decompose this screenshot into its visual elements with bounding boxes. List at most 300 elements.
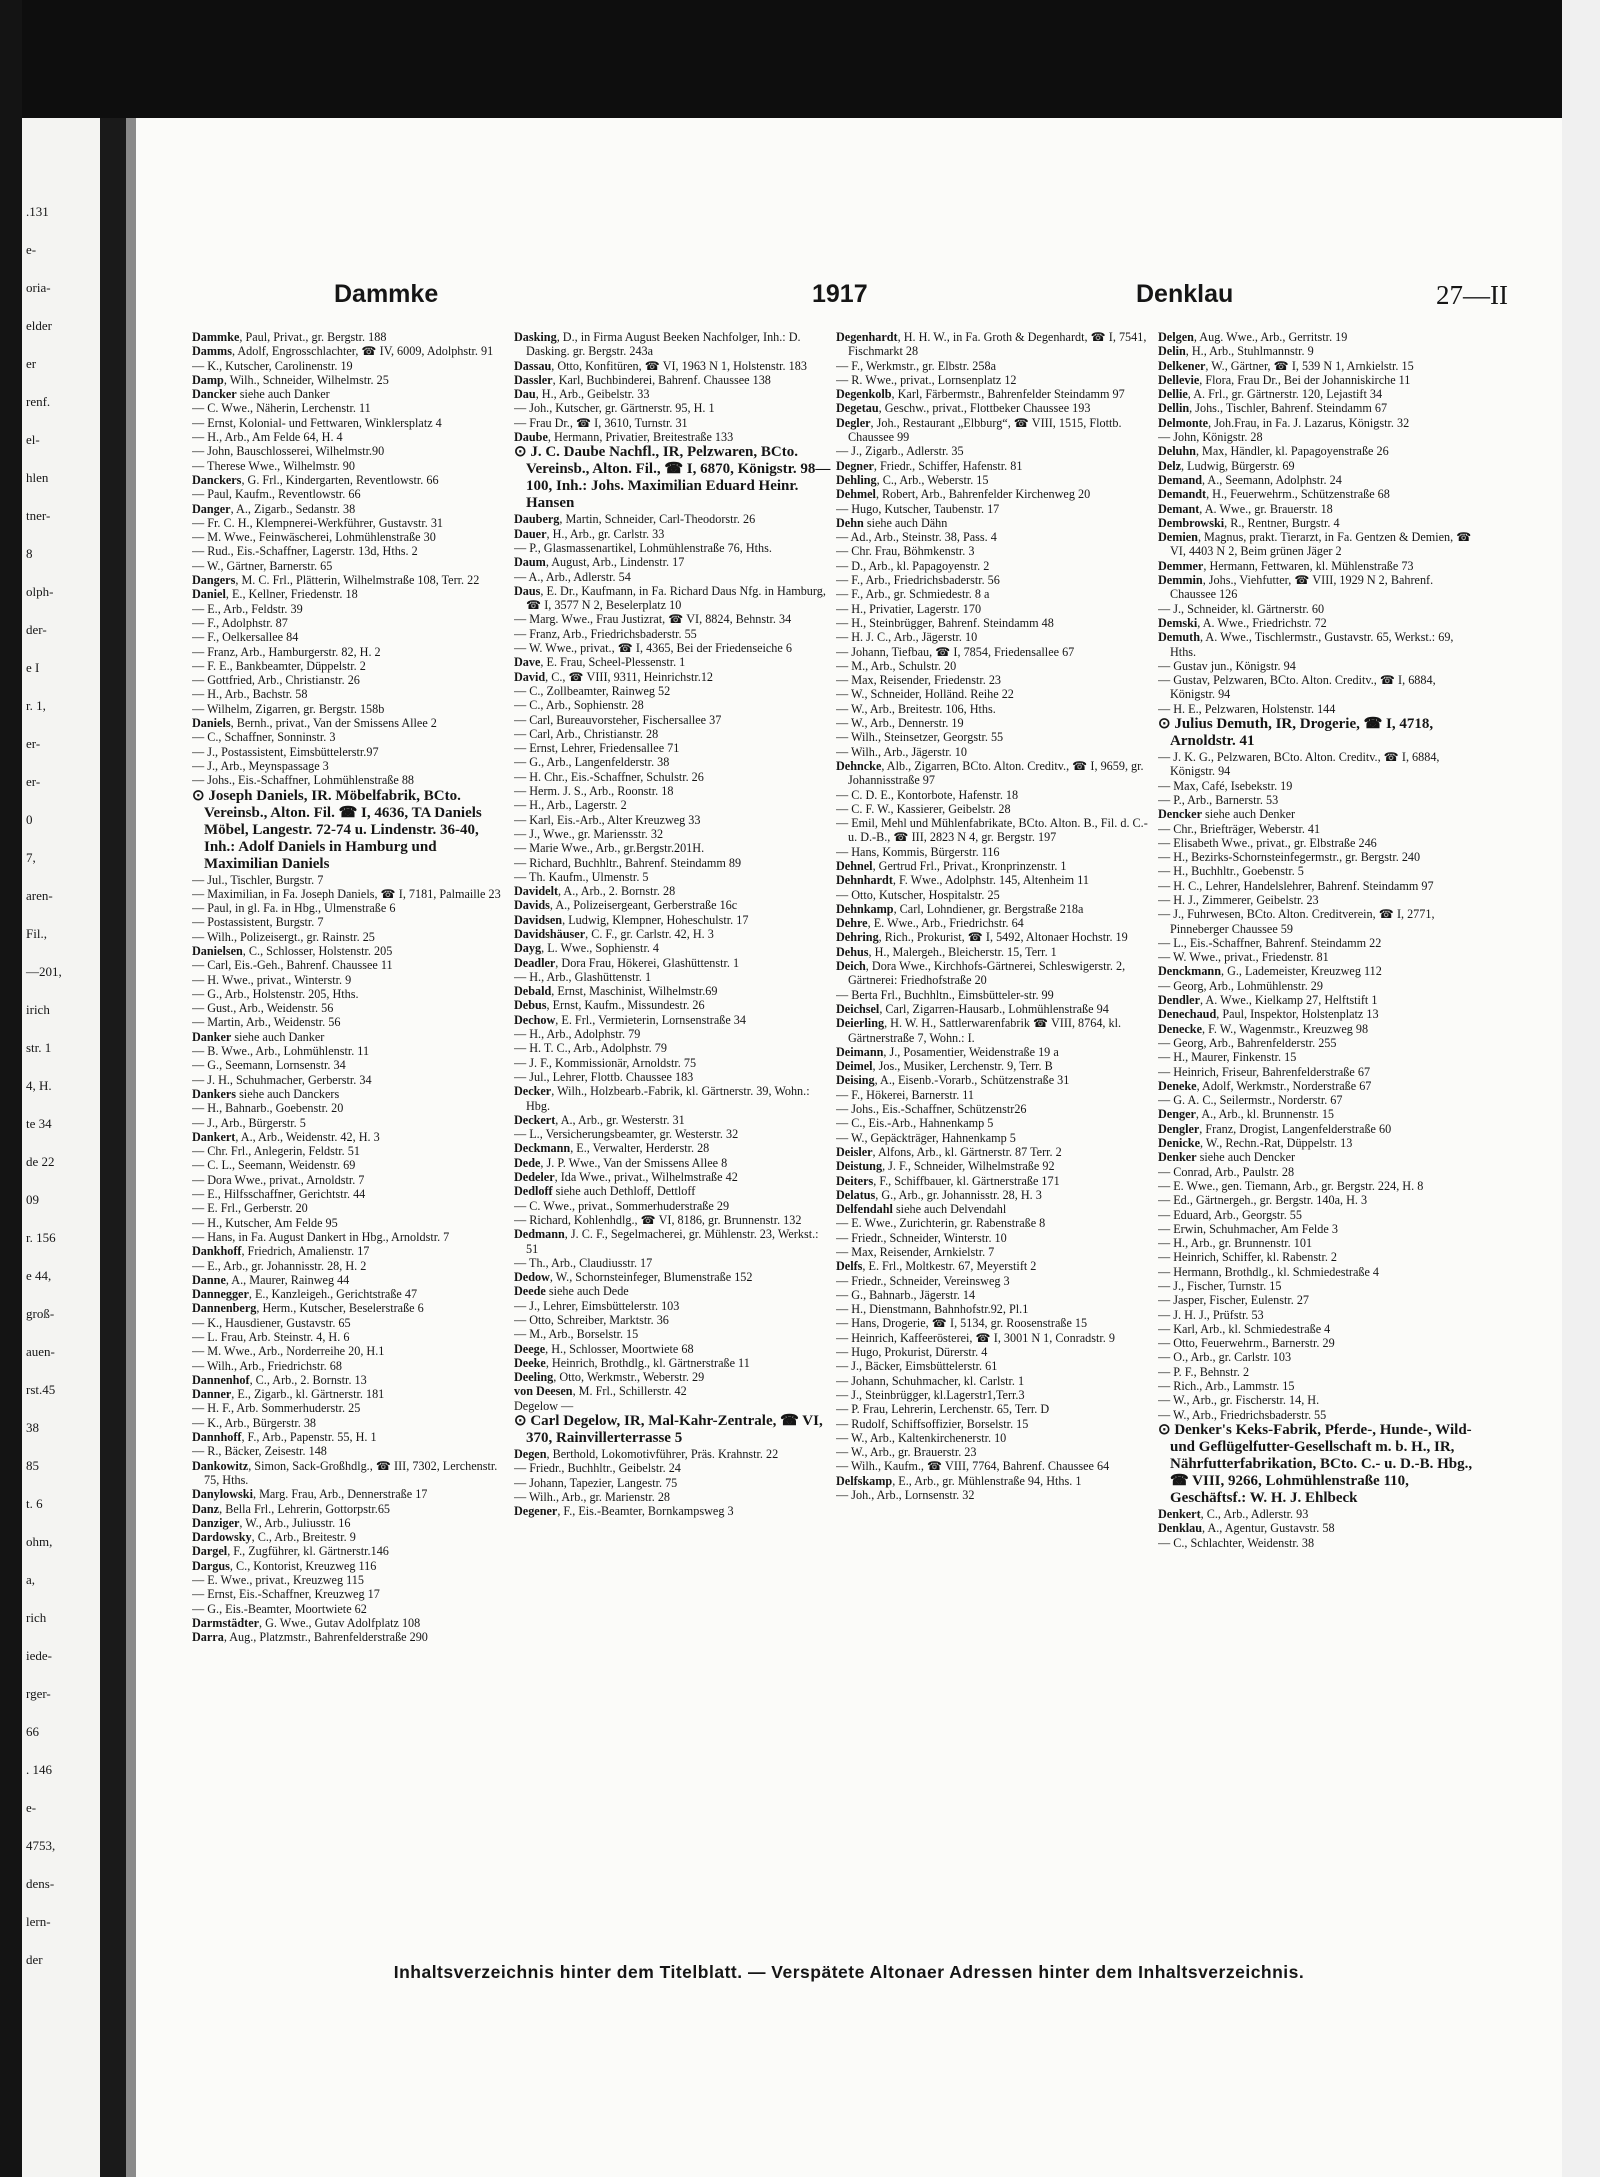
previous-page-fragment: a, [26, 1572, 36, 1587]
directory-entry: Dardowsky, C., Arb., Breitestr. 9 [192, 1530, 356, 1545]
directory-entry: — L., Versicherungsbeamter, gr. Westerstr. 32 [514, 1127, 739, 1142]
directory-entry: — E., Hilfsschaffner, Gerichtstr. 44 [192, 1187, 366, 1202]
directory-entry: — R. Wwe., privat., Lornsenplatz 12 [836, 372, 1017, 387]
directory-entry: — H. J. C., Arb., Jägerstr. 10 [836, 630, 978, 645]
directory-entry: — Ad., Arb., Steinstr. 38, Pass. 4 [836, 530, 997, 545]
directory-entry: — Hugo, Prokurist, Dürerstr. 4 [836, 1345, 988, 1360]
directory-entry: Danylowski, Marg. Frau, Arb., Dennerstraße 17 [192, 1487, 428, 1502]
directory-entry: — H. E., Pelzwaren, Holstenstr. 144 [1158, 701, 1336, 716]
directory-entry: — Georg, Arb., Lohmühlenstr. 29 [1158, 978, 1323, 993]
directory-entry: — C., Schaffner, Sonninstr. 3 [192, 730, 336, 745]
directory-entry: — P. Frau, Lehrerin, Lerchenstr. 65, Terr. D [836, 1402, 1050, 1417]
directory-entry: — C. F. W., Kassierer, Geibelstr. 28 [836, 801, 1011, 816]
directory-entry: Delgen, Aug. Wwe., Arb., Gerritstr. 19 [1158, 330, 1348, 344]
directory-entry: Demand, A., Seemann, Adolphstr. 24 [1158, 472, 1342, 487]
directory-entry: Dannhoff, F., Arb., Papenstr. 55, H. 1 [192, 1430, 377, 1445]
directory-entry: Dellin, Johs., Tischler, Bahrenf. Steindamm 67 [1158, 401, 1388, 416]
directory-entry: — John, Bauschlosserei, Wilhelmstr.90 [192, 444, 385, 459]
directory-entry: — H., Bezirks-Schornsteinfegermstr., gr. Bergstr. 240 [1158, 850, 1421, 865]
directory-entry: Dargus, C., Kontorist, Kreuzweg 116 [192, 1558, 377, 1573]
directory-entry: Dellevie, Flora, Frau Dr., Bei der Johanniskirche 11 [1158, 372, 1411, 387]
directory-entry: Dechow, E. Frl., Vermieterin, Lornsenstraße 34 [514, 1012, 746, 1027]
directory-entry: — Marie Wwe., Arb., gr.Bergstr.201H. [514, 841, 705, 856]
directory-entry: — Franz, Arb., Friedrichsbaderstr. 55 [514, 626, 697, 641]
directory-entry: Dayg, L. Wwe., Sophienstr. 4 [514, 941, 660, 956]
directory-entry: — H. C., Lehrer, Handelslehrer, Bahrenf. Steindamm 97 [1158, 878, 1434, 893]
directory-entry: Deimann, J., Posamentier, Weidenstraße 19 a [836, 1044, 1059, 1059]
directory-entry: — W., Arb., Breitestr. 106, Hths. [836, 701, 996, 716]
directory-entry: Davidsen, Ludwig, Klempner, Hoheschulstr. 17 [514, 912, 749, 927]
directory-entry: — M. Wwe., Feinwäscherei, Lohmühlenstraße 30 [192, 530, 436, 545]
directory-entry: — H., Buchhltr., Goebenstr. 5 [1158, 864, 1304, 879]
directory-entry: Daube, Hermann, Privatier, Breitestraße 133 [514, 430, 734, 445]
directory-entry: — Hugo, Kutscher, Taubenstr. 17 [836, 501, 1000, 516]
directory-entry: — Chr. Frau, Böhmkenstr. 3 [836, 544, 975, 559]
directory-entry: — Maximilian, in Fa. Joseph Daniels, ☎ I, 7181, Palmaille 23 [192, 886, 501, 901]
directory-entry: Delin, H., Arb., Stuhlmannstr. 9 [1158, 344, 1314, 359]
previous-page-fragment: er- [26, 736, 41, 751]
directory-entry: — Jasper, Fischer, Eulenstr. 27 [1158, 1293, 1310, 1308]
directory-entry: Darmstädter, G. Wwe., Gutav Adolfplatz 108 [192, 1615, 421, 1630]
directory-entry: — Carl, Bureauvorsteher, Fischersallee 37 [514, 712, 722, 727]
directory-entry: Dehnel, Gertrud Frl., Privat., Kronprinzenstr. 1 [836, 858, 1067, 873]
directory-entry: — E. Frl., Gerberstr. 20 [192, 1201, 308, 1216]
directory-entry: — E. Wwe., privat., Kreuzweg 115 [192, 1573, 364, 1588]
directory-entry: Denklau, A., Agentur, Gustavstr. 58 [1158, 1521, 1335, 1536]
directory-entry: — A., Arb., Adlerstr. 54 [514, 569, 631, 584]
directory-entry: — Heinrich, Kaffeerösterei, ☎ I, 3001 N 1, Conradstr. 9 [836, 1330, 1115, 1345]
directory-entry: — C., Schlachter, Weidenstr. 38 [1158, 1535, 1315, 1550]
previous-page-fragment: hlen [26, 470, 49, 485]
directory-entry: — Chr. Frl., Anlegerin, Feldstr. 51 [192, 1144, 360, 1159]
directory-entry: Degenhardt, H. H. W., in Fa. Groth & Degenhardt, ☎ I, 7541, Fischmarkt 28 [836, 330, 1147, 359]
directory-entry: Dehre, E. Wwe., Arb., Friedrichstr. 64 [836, 916, 1024, 931]
directory-entry: — Herm. J. S., Arb., Roonstr. 18 [514, 784, 674, 799]
directory-entry: Dehus, H., Malergeh., Bleicherstr. 15, Terr. 1 [836, 944, 1057, 959]
directory-entry: — F., Werkmstr., gr. Elbstr. 258a [836, 358, 996, 373]
directory-entry: — F., Hökerei, Barnerstr. 11 [836, 1087, 975, 1102]
previous-page-fragment: 09 [26, 1192, 39, 1207]
directory-entry: — Karl, Arb., kl. Schmiedestraße 4 [1158, 1321, 1331, 1336]
directory-entry: — C., Eis.-Arb., Hahnenkamp 5 [836, 1116, 994, 1131]
directory-entry: — K., Hausdiener, Gustavstr. 65 [192, 1315, 351, 1330]
column-1 [192, 330, 510, 2080]
running-head-right: Denklau [1136, 280, 1234, 308]
previous-page-fragment: el- [26, 432, 40, 447]
directory-entry: — Wilhelm, Zigarren, gr. Bergstr. 158b [192, 701, 385, 716]
directory-entry: Dede, J. P. Wwe., Van der Smissens Allee 8 [514, 1155, 728, 1170]
directory-entry: Daus, E. Dr., Kaufmann, in Fa. Richard Daus Nfg. in Hamburg, ☎ I, 3577 N 2, Beselerplatz 10 [514, 583, 826, 613]
footer-notice: Inhaltsverzeichnis hinter dem Titelblatt. — Verspätete Altonaer Adressen hinter dem Inhaltsverzeichnis. [393, 1962, 1305, 1982]
previous-page-fragment: auen- [26, 1344, 55, 1359]
directory-entry: ⊙ Joseph Daniels, IR. Möbelfabrik, BCto. Vereinsb., Alton. Fil. ☎ I, 4636, TA Daniels Möbel, Langestr. 72-74 u. Lindenstr. 36-40, Inh.: Adolf Daniels in Hamburg und Maximilian Daniels [192, 787, 482, 872]
previous-page-fragment: groß- [26, 1306, 55, 1321]
scan-border-right [1562, 0, 1600, 2177]
directory-entry: — J. H. J., Prüfstr. 53 [1158, 1307, 1264, 1322]
directory-entry: — Rudolf, Schiffsoffizier, Borselstr. 15 [836, 1416, 1029, 1431]
directory-entry: Deising, A., Eisenb.-Vorarb., Schützenstraße 31 [836, 1073, 1070, 1088]
directory-entry: — Georg, Arb., Bahrenfelderstr. 255 [1158, 1035, 1337, 1050]
directory-entry: ⊙ J. C. Daube Nachfl., IR, Pelzwaren, BCto. Vereinsb., Alton. Fil., ☎ I, 6870, Königstr. 98—100, Inh.: Johs. Maximilian Eduard Heinr. Hansen [514, 444, 831, 512]
directory-entry: — John, Königstr. 28 [1158, 430, 1263, 445]
directory-entry: — E., Arb., Feldstr. 39 [192, 601, 303, 616]
directory-entry: Denecke, F. W., Wagenmstr., Kreuzweg 98 [1158, 1021, 1369, 1036]
directory-entry: — G., Arb., Langenfelderstr. 38 [514, 755, 670, 770]
directory-entry: Danger, A., Zigarb., Sedanstr. 38 [192, 501, 356, 516]
directory-entry: Degen, Berthold, Lokomotivführer, Präs. Krahnstr. 22 [514, 1447, 779, 1462]
directory-entry: — Postassistent, Burgstr. 7 [192, 915, 324, 930]
directory-entry: Dedow, W., Schornsteinfeger, Blumenstraße 152 [514, 1270, 753, 1285]
directory-entry: Daum, August, Arb., Lindenstr. 17 [514, 555, 685, 570]
directory-entry: Dannenhof, C., Arb., 2. Bornstr. 13 [192, 1372, 367, 1387]
directory-entry: Denger, A., Arb., kl. Brunnenstr. 15 [1158, 1107, 1335, 1122]
directory-entry: Deich, Dora Wwe., Kirchhofs-Gärtnerei, Schleswigerstr. 2, Gärtnerei: Friedhofstraße 20 [836, 959, 1126, 988]
directory-entry: — P., Arb., Barnerstr. 53 [1158, 792, 1279, 807]
directory-entry: — Ed., Gärtnergeh., gr. Bergstr. 140a, H. 3 [1158, 1193, 1368, 1208]
previous-page-fragment: dens- [26, 1876, 55, 1891]
directory-entry: — P., Glasmassenartikel, Lohmühlenstraße 76, Hths. [514, 540, 772, 555]
directory-entry: — Erwin, Schuhmacher, Am Felde 3 [1158, 1221, 1338, 1236]
directory-entry: Deege, H., Schlosser, Moortwiete 68 [514, 1341, 694, 1356]
directory-entry: Debald, Ernst, Maschinist, Wilhelmstr.69 [514, 984, 718, 999]
directory-entry: — Eduard, Arb., Georgstr. 55 [1158, 1207, 1302, 1222]
directory-entry: Dannenberg, Herm., Kutscher, Beselerstraße 6 [192, 1301, 424, 1316]
directory-entry: — J., Wwe., gr. Mariensstr. 32 [514, 826, 664, 841]
directory-entry: Daniel, E., Kellner, Friedenstr. 18 [192, 587, 358, 602]
directory-entry: Dankert, A., Arb., Weidenstr. 42, H. 3 [192, 1129, 380, 1144]
directory-entry: — Elisabeth Wwe., privat., gr. Elbstraße 246 [1158, 835, 1377, 850]
directory-entry: — H., Arb., Lagerstr. 2 [514, 798, 627, 813]
directory-entry: Deluhn, Max, Händler, kl. Papagoyenstraße 26 [1158, 444, 1389, 459]
directory-entry: Dasking, D., in Firma August Beeken Nachfolger, Inh.: D. Dasking. gr. Bergstr. 243a [514, 330, 801, 359]
directory-entry: — Emil, Mehl und Mühlenfabrikate, BCto. Alton. B., Fil. d. C.- u. D.-B., ☎ III, 2823 N 4, gr. Bergstr. 197 [836, 816, 1148, 845]
directory-entry: Degner, Friedr., Schiffer, Hafenstr. 81 [836, 458, 1023, 473]
previous-page-fragment: lern- [26, 1914, 51, 1929]
directory-entry: — Max, Reisender, Friedenstr. 23 [836, 673, 1002, 688]
directory-entry: — Ernst, Eis.-Schaffner, Kreuzweg 17 [192, 1587, 380, 1602]
directory-entry: — F., Adolphstr. 87 [192, 615, 288, 630]
directory-entry: — J., Schneider, kl. Gärtnerstr. 60 [1158, 601, 1325, 616]
scan-border-left [0, 0, 22, 2177]
directory-entry: — Rud., Eis.-Schaffner, Lagerstr. 13d, Hths. 2 [192, 544, 418, 559]
directory-entry: — H., Arb., Am Felde 64, H. 4 [192, 430, 343, 445]
previous-page-fragment: r. 1, [26, 698, 46, 713]
directory-entry: — H., Maurer, Finkenstr. 15 [1158, 1050, 1297, 1065]
directory-entry: Demuth, A. Wwe., Tischlermstr., Gustavstr. 65, Werkst.: 69, Hths. [1158, 630, 1454, 659]
directory-entry: — J., Postassistent, Eimsbüttelerstr.97 [192, 744, 379, 759]
directory-entry: — Th. Kaufm., Ulmenstr. 5 [514, 869, 649, 884]
directory-entry: — W. Wwe., privat., ☎ I, 4365, Bei der Friedenseiche 6 [514, 641, 792, 656]
directory-entry: — Friedr., Schneider, Vereinsweg 3 [836, 1273, 1010, 1288]
directory-entry: — G., Seemann, Lornsenstr. 34 [192, 1058, 346, 1073]
directory-entry: — Heinrich, Schiffer, kl. Rabenstr. 2 [1158, 1250, 1338, 1265]
directory-entry: — B. Wwe., Arb., Lohmühlenstr. 11 [192, 1044, 370, 1059]
directory-entry: — Otto, Schreiber, Marktstr. 36 [514, 1313, 669, 1327]
directory-entry: Deistung, J. F., Schneider, Wilhelmstraße 92 [836, 1159, 1055, 1174]
directory-entry: Demien, Magnus, prakt. Tierarzt, in Fa. Gentzen & Demien, ☎ VI, 4403 N 2, Beim grünen Jäger 2 [1158, 530, 1472, 559]
previous-page-fragment: .131 [26, 204, 49, 219]
directory-entry: Dellie, A. Frl., gr. Gärtnerstr. 120, Lejastift 34 [1158, 387, 1383, 402]
directory-entry: Delz, Ludwig, Bürgerstr. 69 [1158, 458, 1295, 473]
directory-entry: Dankowitz, Simon, Sack-Großhdlg., ☎ III, 7302, Lerchenstr. 75, Hths. [192, 1458, 498, 1487]
previous-page-fragment: elder [26, 318, 52, 333]
directory-entry: Delfendahl siehe auch Delvendahl [836, 1202, 1007, 1217]
directory-entry: Demmin, Johs., Viehfutter, ☎ VIII, 1929 N 2, Bahrenf. Chaussee 126 [1158, 573, 1434, 602]
directory-entry: — Carl, Eis.-Geh., Bahrenf. Chaussee 11 [192, 958, 393, 973]
directory-entry: Davidshäuser, C. F., gr. Carlstr. 42, H. 3 [514, 926, 714, 941]
directory-entry: Dedeler, Ida Wwe., privat., Wilhelmstraße 42 [514, 1170, 738, 1185]
directory-entry: — Paul, Kaufm., Reventlowstr. 66 [192, 487, 361, 502]
column-2 [514, 330, 832, 2080]
directory-entry: — J., Steinbrügger, kl.Lagerstr1,Terr.3 [836, 1387, 1025, 1402]
directory-entry: Demant, A. Wwe., gr. Brauerstr. 18 [1158, 501, 1333, 516]
directory-entry: von Deesen, M. Frl., Schillerstr. 42 [514, 1384, 687, 1399]
directory-entry: Dengler, Franz, Drogist, Langenfelderstraße 60 [1158, 1121, 1392, 1136]
directory-entry: — H., Arb., Bachstr. 58 [192, 687, 308, 702]
directory-entry: Damms, Adolf, Engrosschlachter, ☎ IV, 6009, Adolphstr. 91 [192, 344, 494, 359]
scan-border-top [0, 0, 1600, 118]
directory-entry: Deadler, Dora Frau, Hökerei, Glashüttenstr. 1 [514, 955, 740, 970]
directory-entry: — Rich., Arb., Lammstr. 15 [1158, 1379, 1295, 1394]
directory-entry: — H., Arb., Glashüttenstr. 1 [514, 969, 652, 984]
directory-entry: Demmer, Hermann, Fettwaren, kl. Mühlenstraße 73 [1158, 558, 1414, 573]
previous-page-fragment: iede- [26, 1648, 52, 1663]
directory-entry: — F., Oelkersallee 84 [192, 630, 299, 645]
directory-entry: — Johs., Eis.-Schaffner, Lohmühlenstraße 88 [192, 773, 415, 788]
directory-entry: — Gottfried, Arb., Christianstr. 26 [192, 673, 360, 688]
directory-entry: Daniels, Bernh., privat., Van der Smissens Allee 2 [192, 716, 437, 731]
directory-entry: Debus, Ernst, Kaufm., Missundestr. 26 [514, 998, 705, 1013]
previous-page-fragment: e 44, [26, 1268, 52, 1283]
directory-entry: Deeling, Otto, Werkmstr., Weberstr. 29 [514, 1370, 705, 1385]
directory-entry: Damp, Wilh., Schneider, Wilhelmstr. 25 [192, 372, 389, 387]
directory-entry: — C., Zollbeamter, Rainweg 52 [514, 683, 671, 698]
previous-page-fragment: e I [26, 660, 40, 675]
directory-entry: — C. D. E., Kontorbote, Hafenstr. 18 [836, 787, 1019, 802]
previous-page-fragment: te 34 [26, 1116, 52, 1131]
directory-entry: Dankhoff, Friedrich, Amalienstr. 17 [192, 1244, 370, 1259]
directory-entry: Deichsel, Carl, Zigarren-Hausarb., Lohmühlenstraße 94 [836, 1001, 1109, 1016]
directory-entry: — Joh., Kutscher, gr. Gärtnerstr. 95, H. 1 [514, 401, 715, 416]
directory-entry: — K., Arb., Bürgerstr. 38 [192, 1415, 317, 1430]
directory-entry: Danielsen, C., Schlosser, Holstenstr. 205 [192, 943, 393, 958]
directory-entry: — F., Arb., gr. Schmiedestr. 8 a [836, 587, 990, 602]
directory-entry: — Marg. Wwe., Frau Justizrat, ☎ VI, 8824, Behnstr. 34 [514, 612, 792, 627]
previous-page-fragment: rich [26, 1610, 47, 1625]
directory-entry: Dehling, C., Arb., Weberstr. 15 [836, 472, 989, 487]
previous-page-fragment: e- [26, 1800, 37, 1815]
book-gutter [100, 118, 126, 2177]
directory-entry: — H. J., Zimmerer, Geibelstr. 23 [1158, 892, 1319, 907]
directory-entry: — P. F., Behnstr. 2 [1158, 1364, 1250, 1379]
directory-entry: — Wilh., Kaufm., ☎ VIII, 7764, Bahrenf. Chaussee 64 [836, 1459, 1110, 1474]
directory-entry: — G., Eis.-Beamter, Moortwiete 62 [192, 1601, 367, 1616]
directory-entry: — E., Arb., gr. Johannisstr. 28, H. 2 [192, 1258, 367, 1273]
directory-entry: — Ernst, Lehrer, Friedensallee 71 [514, 741, 680, 756]
directory-entry: — H., Dienstmann, Bahnhofstr.92, Pl.1 [836, 1302, 1029, 1317]
directory-entry: Delmonte, Joh.Frau, in Fa. J. Lazarus, Königstr. 32 [1158, 415, 1410, 430]
directory-entry: — Max, Reisender, Arnkielstr. 7 [836, 1245, 995, 1259]
directory-entry: — Johann, Tiefbau, ☎ I, 7854, Friedensallee 67 [836, 644, 1075, 659]
directory-entry: Deckmann, E., Verwalter, Herderstr. 28 [514, 1141, 710, 1156]
directory-entry: Danner, E., Zigarb., kl. Gärtnerstr. 181 [192, 1387, 385, 1402]
directory-entry: — O., Arb., gr. Carlstr. 103 [1158, 1350, 1292, 1365]
previous-page-edge [22, 118, 100, 2177]
directory-entry: — H., Privatier, Lagerstr. 170 [836, 601, 982, 616]
directory-entry: — Johs., Eis.-Schaffner, Schützenstr26 [836, 1102, 1027, 1117]
previous-page-fragment: 38 [26, 1420, 39, 1435]
directory-entry: — Wilh., Steinsetzer, Georgstr. 55 [836, 730, 1004, 745]
directory-entry: — J. H., Schuhmacher, Gerberstr. 34 [192, 1072, 372, 1087]
directory-entry: — H., Bahnarb., Goebenstr. 20 [192, 1101, 344, 1116]
directory-entry: Danckers, G. Frl., Kindergarten, Reventlowstr. 66 [192, 472, 439, 487]
directory-entry: Dankers siehe auch Danckers [192, 1086, 340, 1101]
previous-page-fragment: 7, [26, 850, 36, 865]
directory-entry: Dangers, M. C. Frl., Plätterin, Wilhelmstraße 108, Terr. 22 [192, 573, 480, 588]
directory-entry: — Carl, Arb., Christianstr. 28 [514, 726, 659, 741]
previous-page-fragment: r. 156 [26, 1230, 56, 1245]
directory-entry: Degener, F., Eis.-Beamter, Bornkampsweg 3 [514, 1504, 734, 1519]
directory-entry: — Richard, Buchhltr., Bahrenf. Steindamm 89 [514, 855, 742, 870]
directory-entry: Dedmann, J. C. F., Segelmacherei, gr. Mühlenstr. 23, Werkst.: 51 [514, 1227, 819, 1256]
directory-entry: Dehnkamp, Carl, Lohndiener, gr. Bergstraße 218a [836, 901, 1084, 916]
previous-page-fragment: der- [26, 622, 47, 637]
directory-entry: — M. Wwe., Arb., Norderreihe 20, H.1 [192, 1344, 385, 1359]
directory-entry: — Hans, Drogerie, ☎ I, 5134, gr. Roosenstraße 15 [836, 1316, 1088, 1331]
directory-entry: — W., Gärtner, Barnerstr. 65 [192, 558, 333, 573]
directory-entry: — R., Bäcker, Zeisestr. 148 [192, 1444, 327, 1459]
directory-entry: Dau, H., Arb., Geibelstr. 33 [514, 387, 650, 402]
directory-entry: Danne, A., Maurer, Rainweg 44 [192, 1272, 350, 1287]
directory-entry: — C., Arb., Sophienstr. 28 [514, 698, 644, 713]
directory-entry: Dencker siehe auch Denker [1158, 807, 1296, 822]
directory-entry: Deede siehe auch Dede [514, 1284, 629, 1299]
previous-page-fragment: t. 6 [26, 1496, 43, 1511]
directory-entry: — H. Wwe., privat., Winterstr. 9 [192, 972, 352, 987]
previous-page-fragment: e- [26, 242, 37, 257]
directory-entry: — Otto, Feuerwehrm., Barnerstr. 29 [1158, 1336, 1335, 1351]
directory-entry: — Johann, Schuhmacher, kl. Carlstr. 1 [836, 1373, 1025, 1388]
directory-entry: — Ernst, Kolonial- und Fettwaren, Winklersplatz 4 [192, 415, 442, 430]
directory-entry: Dassler, Karl, Buchbinderei, Bahrenf. Chaussee 138 [514, 372, 771, 387]
previous-page-fragment: . 146 [26, 1762, 52, 1777]
previous-page-fragment: de 22 [26, 1154, 55, 1169]
directory-entry: — H. T. C., Arb., Adolphstr. 79 [514, 1041, 667, 1056]
directory-entry: — Johann, Tapezier, Langestr. 75 [514, 1475, 678, 1490]
directory-entry: Delfskamp, E., Arb., gr. Mühlenstraße 94, Hths. 1 [836, 1473, 1082, 1488]
directory-entry: — Gust., Arb., Weidenstr. 56 [192, 1001, 334, 1016]
directory-entry: — F., Arb., Friedrichsbaderstr. 56 [836, 573, 1000, 588]
directory-entry: Dannegger, E., Kanzleigeh., Gerichtstraße 47 [192, 1287, 418, 1302]
directory-entry: — H., Steinbrügger, Bahrenf. Steindamm 48 [836, 615, 1054, 630]
directory-entry: — H. Chr., Eis.-Schaffner, Schulstr. 26 [514, 769, 704, 784]
directory-entry: — Heinrich, Friseur, Bahrenfelderstraße 67 [1158, 1064, 1371, 1079]
previous-page-fragment: Fil., [26, 926, 47, 941]
directory-entry: Deierling, H. W. H., Sattlerwarenfabrik ☎ VIII, 8764, kl. Gärtnerstraße 7, Wohn.: I. [836, 1016, 1122, 1045]
directory-entry: Deeke, Heinrich, Brothdlg., kl. Gärtnerstraße 11 [514, 1355, 750, 1370]
directory-entry: Dendler, A. Wwe., Kielkamp 27, Helftstift 1 [1158, 993, 1378, 1008]
previous-page-fragment: der [26, 1952, 43, 1967]
directory-entry: — Otto, Kutscher, Hospitalstr. 25 [836, 887, 1000, 902]
directory-entry: ⊙ Denker's Keks-Fabrik, Pferde-, Hunde-, Wild- und Geflügelfutter-Gesellschaft m. b. H., IR, Nährfutterfabrikation, BCto. C.- u. D.-B. Hbg., ☎ VIII, 9266, Lohmühlenstraße 110, Geschäftsf.: W. H. J. Ehlbeck [1158, 1421, 1473, 1506]
directory-page [136, 118, 1562, 2177]
directory-entry: Dauer, H., Arb., gr. Carlstr. 33 [514, 526, 665, 541]
directory-entry: Degelow — [514, 1398, 574, 1413]
directory-entry: ⊙ Julius Demuth, IR, Drogerie, ☎ I, 4718, Arnoldstr. 41 [1158, 716, 1434, 750]
directory-entry: — Chr., Briefträger, Weberstr. 41 [1158, 821, 1321, 836]
directory-entry: — K., Kutscher, Carolinenstr. 19 [192, 358, 353, 373]
directory-entry: David, C., ☎ VIII, 9311, Heinrichstr.12 [514, 669, 714, 684]
directory-entry: Delkener, W., Gärtner, ☎ I, 539 N 1, Arnkielstr. 15 [1158, 358, 1414, 373]
directory-entry: Demandt, H., Feuerwehrm., Schützenstraße 68 [1158, 487, 1390, 502]
directory-entry: — Paul, in gl. Fa. in Hbg., Ulmenstraße 6 [192, 901, 396, 916]
previous-page-fragment: aren- [26, 888, 53, 903]
directory-entry: — H., Kutscher, Am Felde 95 [192, 1215, 338, 1230]
directory-entry: — W., Arb., Dennerstr. 19 [836, 716, 964, 731]
directory-entry: Dauberg, Martin, Schneider, Carl-Theodorstr. 26 [514, 512, 756, 527]
directory-entry: — Wilh., Arb., gr. Marienstr. 28 [514, 1489, 671, 1504]
previous-page-fragment: 85 [26, 1458, 39, 1473]
directory-entry: — Friedr., Schneider, Winterstr. 10 [836, 1230, 1007, 1245]
directory-entry: — F. E., Bankbeamter, Düppelstr. 2 [192, 658, 366, 673]
directory-entry: — J., Bäcker, Eimsbüttelerstr. 61 [836, 1359, 998, 1374]
directory-entry: Dammke, Paul, Privat., gr. Bergstr. 188 [192, 330, 387, 344]
directory-entry: Dassau, Otto, Konfitüren, ☎ VI, 1963 N 1, Holstenstr. 183 [514, 358, 807, 373]
directory-entry: Degetau, Geschw., privat., Flottbeker Chaussee 193 [836, 401, 1091, 416]
previous-page-fragment: renf. [26, 394, 51, 409]
directory-entry: — J. K. G., Pelzwaren, BCto. Alton. Creditv., ☎ I, 6884, Königstr. 94 [1158, 750, 1440, 779]
directory-entry: Deisler, Alfons, Arb., kl. Gärtnerstr. 87 Terr. 2 [836, 1144, 1062, 1159]
directory-entry: — H., Arb., Adolphstr. 79 [514, 1027, 641, 1042]
directory-entry: — J., Arb., Meynspassage 3 [192, 758, 329, 773]
directory-entry: Dave, E. Frau, Scheel-Plessenstr. 1 [514, 655, 686, 670]
directory-entry: Delfs, E. Frl., Moltkestr. 67, Meyerstift 2 [836, 1259, 1037, 1274]
previous-page-fragment: 66 [26, 1724, 39, 1739]
directory-entry: Dembrowski, R., Rentner, Burgstr. 4 [1158, 515, 1340, 530]
previous-page-fragment: 0 [26, 812, 33, 827]
directory-entry: Dehncke, Alb., Zigarren, BCto. Alton. Creditv., ☎ I, 9659, gr. Johannisstraße 97 [836, 758, 1144, 788]
previous-page-fragment: olph- [26, 584, 54, 599]
directory-entry: — C. L., Seemann, Weidenstr. 69 [192, 1158, 356, 1173]
directory-entry: — Wilh., Polizeisergt., gr. Rainstr. 25 [192, 929, 375, 944]
directory-entry: — W., Arb., gr. Fischerstr. 14, H. [1158, 1393, 1320, 1408]
directory-entry: Dancker siehe auch Danker [192, 387, 330, 402]
directory-entry: — Gustav jun., Königstr. 94 [1158, 658, 1296, 673]
directory-entry: Deneke, Adolf, Werkmstr., Norderstraße 67 [1158, 1078, 1372, 1093]
directory-entry: — Th., Arb., Claudiusstr. 17 [514, 1255, 653, 1270]
directory-entry: Denckmann, G., Lademeister, Kreuzweg 112 [1158, 964, 1382, 979]
directory-entry: Dehn siehe auch Dähn [836, 515, 948, 530]
previous-page-fragment: oria- [26, 280, 51, 295]
directory-entry: — W., Arb., gr. Brauerstr. 23 [836, 1445, 977, 1460]
directory-entry: — D., Arb., kl. Papagoyenstr. 2 [836, 558, 990, 573]
directory-entry: — H., Arb., gr. Brunnenstr. 101 [1158, 1236, 1313, 1251]
previous-page-fragment: 4753, [26, 1838, 56, 1853]
directory-entry: — Franz, Arb., Hamburgerstr. 82, H. 2 [192, 644, 381, 659]
column-3 [836, 330, 1154, 2080]
directory-entry: ⊙ Carl Degelow, IR, Mal-Kahr-Zentrale, ☎ VI, 370, Rainvillerterrasse 5 [514, 1413, 823, 1447]
directory-entry: — E. Wwe., gen. Tiemann, Arb., gr. Bergstr. 224, H. 8 [1158, 1178, 1424, 1193]
directory-entry: — Therese Wwe., Wilhelmstr. 90 [192, 458, 355, 473]
directory-entry: — Joh., Arb., Lornsenstr. 32 [836, 1488, 975, 1503]
previous-page-fragment: er- [26, 774, 41, 789]
directory-entry: — W., Arb., Friedrichsbaderstr. 55 [1158, 1407, 1327, 1422]
directory-entry: Degler, Joh., Restaurant „Elbburg“, ☎ VIII, 1515, Flottb. Chaussee 99 [836, 415, 1122, 445]
directory-entry: — M., Arb., Borselstr. 15 [514, 1327, 639, 1342]
directory-entry: — J., Zigarb., Adlerstr. 35 [836, 444, 964, 459]
directory-entry: — G. A. C., Seilermstr., Norderstr. 67 [1158, 1093, 1343, 1108]
directory-entry: — G., Arb., Holstenstr. 205, Hths. [192, 986, 359, 1001]
